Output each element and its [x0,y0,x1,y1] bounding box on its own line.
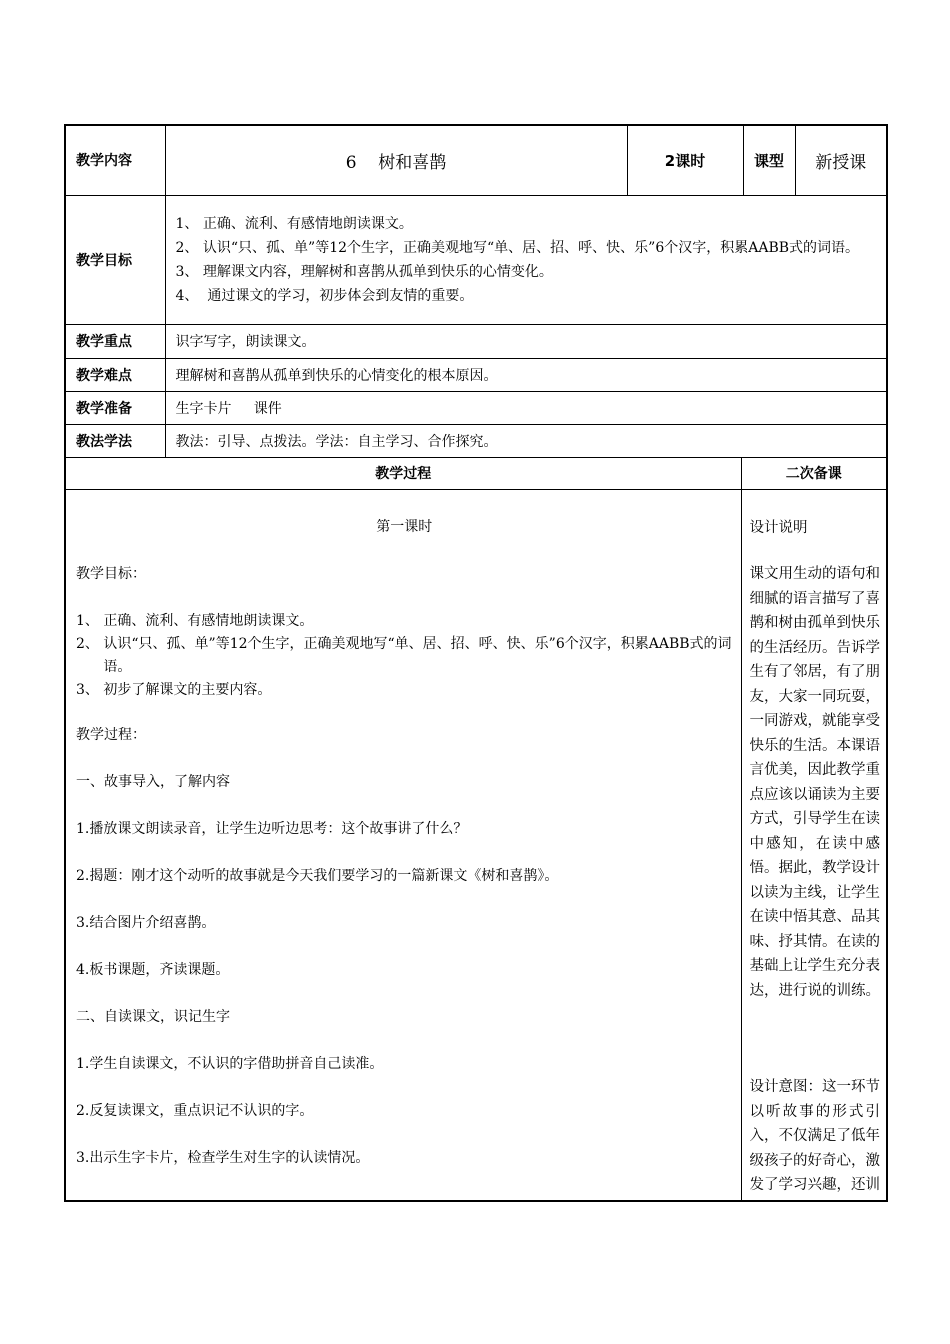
goal-item [76,610,733,633]
goal-num: 3、 [76,681,99,698]
objectives-label: 教学目标 [65,195,165,324]
objectives-row [65,195,887,324]
goal-text: 认识“只、孤、单”等12个生字，正确美观地写“单、居、招、呼、快、乐”6个汉字，积累AABB式的词语。 [103,635,732,675]
process-body [65,489,741,1201]
step-item: 3.结合图片介绍喜鹊。 [76,914,216,931]
difficulties-value: 理解树和喜鹊从孤单到快乐的心情变化的根本原因。 [165,358,887,391]
objective-num: 2、 [175,239,199,256]
goals-title: 教学目标： [76,565,146,582]
objective-text: 正确、流利、有感情地朗读课文。 [202,215,413,232]
lesson-title-cell [165,125,627,195]
key-points-value: 识字写字，朗读课文。 [165,324,887,358]
lesson-plan-sheet [64,124,886,1202]
objective-item [176,212,879,236]
methods-label: 教法学法 [65,424,165,457]
lesson-number: 6 [345,152,357,173]
type-value: 新授课 [795,125,887,195]
design-title: 设计说明 [749,519,808,536]
hours-cell: 2课时 [627,125,743,195]
process-header-row [65,457,887,489]
objective-text: 认识“只、孤、单”等12个生字，正确美观地写“单、居、招、呼、快、乐”6个汉字，积累AABB式的词语。 [202,239,860,256]
objective-item [176,284,879,308]
objectives-list [165,195,887,324]
step-item: 4.板书课题，齐读课题。 [76,961,230,978]
preparation-value: 生字卡片 课件 [165,391,887,424]
step-item: 1.播放课文朗读录音，让学生边听边思考：这个故事讲了什么？ [76,820,468,837]
objective-text: 理解课文内容，理解树和喜鹊从孤单到快乐的心情变化。 [202,263,553,280]
objective-num: 1、 [175,215,199,232]
step-item: 1.学生自读课文，不认识的字借助拼音自己读准。 [76,1055,384,1072]
objective-text: 通过课文的学习，初步体会到友情的重要。 [207,287,474,304]
key-points-label: 教学重点 [65,324,165,358]
preparation-row [65,391,887,424]
objective-num: 4、 [175,287,199,304]
goals-list [76,610,733,702]
difficulties-row [65,358,887,391]
difficulties-label: 教学难点 [65,358,165,391]
session-title: 第一课时 [376,518,433,535]
side-notes [741,489,887,1201]
goal-text: 初步了解课文的主要内容。 [103,681,272,698]
goal-num: 2、 [76,635,99,652]
step-item: 2.揭题：刚才这个动听的故事就是今天我们要学习的一篇新课文《树和喜鹊》。 [76,867,559,884]
step-item: 3.出示生字卡片，检查学生对生字的认读情况。 [76,1149,370,1166]
lesson-plan-table [64,124,888,1202]
intent-text: 设计意图：这一环节以听故事的形式引入，不仅满足了低年级孩子的好奇心，激发了学习兴趣，还训 [749,1079,880,1193]
header-row [65,125,887,195]
process-body-row [65,489,887,1201]
content-label: 教学内容 [65,125,165,195]
section-2-heading: 二、自读课文，识记生字 [76,1008,230,1025]
objective-item [176,236,879,260]
methods-row [65,424,887,457]
lesson-title: 树和喜鹊 [378,152,447,173]
section-1-heading: 一、故事导入，了解内容 [76,773,230,790]
goal-item [76,633,733,679]
methods-value: 教法：引导、点拨法。学法：自主学习、合作探究。 [165,424,887,457]
preparation-label: 教学准备 [65,391,165,424]
design-text: 课文用生动的语句和细腻的语言描写了喜鹊和树由孤单到快乐的生活经历。告诉学生有了邻居，有了朋友，大家一同玩耍，一同游戏，就能享受快乐的生活。本课语言优美，因此教学重点应该以诵读为主要方式，引导学生在读中感知，在读中感悟。据此，教学设计以读为主线，让学生在读中悟其意、品其味、抒其情。在读的基础上让学生充分表达，进行说的训练。 [749,566,880,999]
type-label: 课型 [743,125,795,195]
goal-text: 正确、流利、有感情地朗读课文。 [103,612,314,629]
goal-item [76,679,733,702]
process-header: 教学过程 [65,457,741,489]
objective-item [176,260,879,284]
key-points-row [65,324,887,358]
goal-num: 1、 [76,612,99,629]
side-notes-header: 二次备课 [741,457,887,489]
objective-num: 3、 [175,263,199,280]
step-item: 2.反复读课文，重点识记不认识的字。 [76,1102,314,1119]
process-title: 教学过程： [76,726,146,743]
